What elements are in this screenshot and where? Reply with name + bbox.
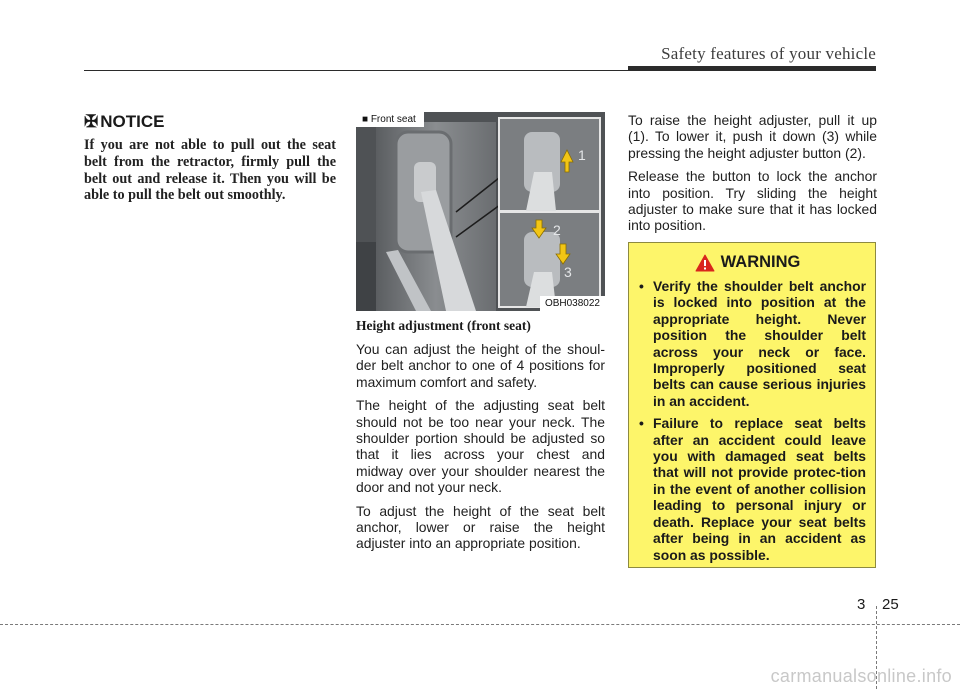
- adjuster-instructions: [628, 112, 877, 241]
- chapter-number: 3: [857, 596, 866, 613]
- callout-1: 1: [578, 147, 586, 163]
- section-heading: Height adjustment (front seat): [356, 318, 531, 333]
- paragraph: The height of the adjusting seat belt should not be too near your neck. The shoulder portion should be adjusted so that it lies across your chest and midway over your shoulder nearest the door and not your neck.: [356, 397, 605, 496]
- figure-code: OBH038022: [540, 296, 605, 311]
- asterisk-cross-icon: ✠: [84, 112, 99, 131]
- notice-block: [84, 112, 336, 204]
- bullet: •: [639, 278, 644, 294]
- notice-title-row: [84, 112, 336, 132]
- paragraph: To raise the height adjuster, pull it up (1). To lower it, push it down (3) while pressing the height adjuster button (2).: [628, 112, 877, 161]
- paragraph: To adjust the height of the seat belt anchor, lower or raise the height adjuster into an appropriate position.: [356, 502, 605, 552]
- callout-2: 2: [553, 222, 561, 238]
- notice-body: If you are not able to pull out the seat belt from the retractor, firmly pull the belt out and release it. Then you will be able to pull the belt out smoothly.: [84, 137, 336, 204]
- bullet: •: [639, 415, 644, 432]
- warning-box: [628, 242, 876, 568]
- warning-title: WARNING: [720, 253, 801, 271]
- seatbelt-height-figure: [356, 112, 605, 311]
- notice-title: NOTICE: [100, 112, 165, 131]
- paragraph: Release the button to lock the anchor into position. Try sliding the height adjuster to make sure that it has locked into position.: [628, 168, 877, 234]
- callout-3: 3: [564, 264, 572, 280]
- header-rule-accent: [628, 66, 876, 71]
- warning-item-text: Verify the shoulder belt anchor is locked into position at the appropriate height. Never position the shoulder belt across your neck or face. Improperly positioned seat belts can cause serious injuries in an accident.: [653, 278, 866, 409]
- header-section-title: Safety features of your vehicle: [661, 44, 876, 63]
- seatbelt-illustration: [356, 112, 605, 311]
- page-number: 25: [882, 596, 899, 613]
- warning-item-text: Failure to replace seat belts after an accident could leave you with damaged seat belts that will not provide protec-tion in the event of another collision leading to personal injury or death. Replace your seat belts after being in an accident as soon as possible.: [653, 415, 866, 563]
- warning-list: [639, 278, 866, 563]
- figure-label: ■ Front seat: [356, 112, 424, 127]
- height-adjustment-section: [356, 318, 605, 559]
- warning-triangle-icon: [695, 254, 715, 272]
- paragraph: You can adjust the height of the shoul-der belt anchor to one of 4 positions for maximum comfort and safety.: [356, 341, 605, 390]
- warning-title-row: [629, 253, 866, 272]
- warning-item: [639, 415, 866, 563]
- warning-item: [639, 278, 866, 409]
- footer-rule: [0, 624, 960, 625]
- watermark: carmanualsonline.info: [770, 666, 952, 686]
